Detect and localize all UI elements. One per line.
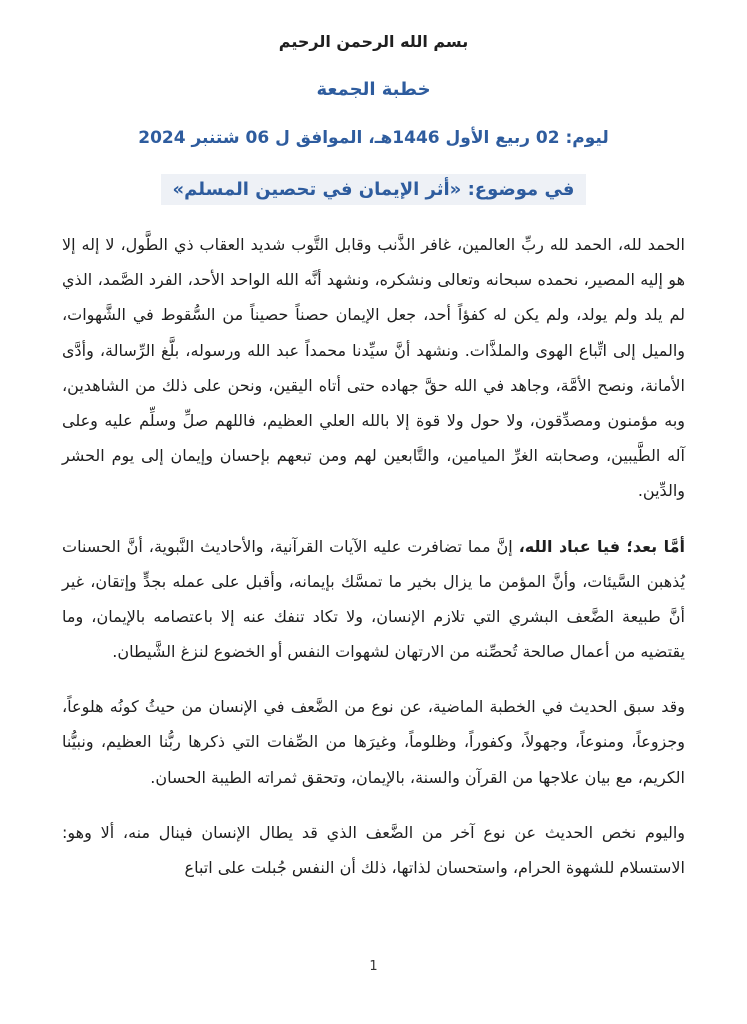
body-paragraph-2 [62, 529, 685, 670]
body-paragraph-4: واليوم نخص الحديث عن نوع آخر من الضَّعف الذي قد يطال الإنسان فينال منه، ألا وهو: الاستسلام للشهوة الحرام، واستحسان لذاتها، ذلك أن النفس جُبلت على اتباع [62, 822, 685, 877]
sermon-title: خطبة الجمعة [316, 79, 431, 100]
paragraph-2-lead: أمَّا بعد؛ فيا عباد الله، [518, 536, 686, 556]
page-number: 1 [369, 959, 378, 974]
date-line: ليوم: 02 ربيع الأول 1446هـ، الموافق ل 06 شتنبر 2024 [138, 128, 609, 148]
body-paragraph-1: الحمد لله، الحمد لله ربِّ العالمين، غافر الذَّنب وقابل التَّوب شديد العقاب ذي الطَّول، لا إله إلا هو إليه المصير، نحمده سبحانه وتعالى ونشكره، ونشهد أنَّه الله الواحد الأحد، الفرد الصَّمد، الذي لم يلد ولم يولد، ولم يكن له كفؤاً أحد، جعل الإيمان حصناً حصيناً من السُّقوط في الشَّهوات، والميل إلى اتِّباع الهوى والملذَّات. ونشهد أنَّ سيِّدنا محمداً عبد الله ورسوله، بلَّغ الرِّسالة، وأدَّى الأمانة، ونصح الأمَّة، وجاهد في الله حقَّ جهاده حتى أتاه اليقين، ونحن على ذلك من الشاهدين، وبه مؤمنون ومصدِّقون، ولا حول ولا قوة إلا بالله العلي العظيم، فاللهم صلِّ وسلِّم عليه وعلى آله الطَّيبين، وصحابته الغرِّ الميامين، والتَّابعين لهم ومن تبعهم بإحسان وإيمان إلى يوم الحشر والدِّين. [62, 235, 685, 501]
sermon-body [62, 227, 685, 885]
bismillah-text: بسم الله الرحمن الرحيم [278, 32, 469, 51]
body-paragraph-3: وقد سبق الحديث في الخطبة الماضية، عن نوع من الضَّعف في الإنسان من حيثُ كونُه هلوعاً، وجزوعاً، ومنوعاً، وجهولاً، وكفوراً، وظلوماً، وغيرَها من الصِّفات التي ذكرها ربُّنا العظيم، ونبيُّنا الكريم، مع بيان علاجها من القرآن والسنة، بالإيمان، وتحقق ثمراته الطيبة الحسان. [62, 697, 685, 787]
topic-highlight-text: في موضوع: «أثر الإيمان في تحصين المسلم» [161, 174, 587, 205]
paragraph-2-rest: إنَّ مما تضافرت عليه الآيات القرآنية، والأحاديث النَّبوية، أنَّ الحسنات يُذهبن السَّيئات، وأنَّ المؤمن ما يزال بخير ما تمسَّك بإيمانه، وأقبل على عمله بجدٍّ وإتقان، غير أنَّ طبيعة الضَّعف البشري التي تلازم الإنسان، ولا تكاد تنفك عنه إلا باعتصامه بالإيمان، وما يقتضيه من أعمال صالحة تُحصِّنه من الارتهان لشهوات النفس أو الخضوع لنزغ الشَّيطان. [62, 536, 685, 662]
topic-line [62, 174, 685, 205]
